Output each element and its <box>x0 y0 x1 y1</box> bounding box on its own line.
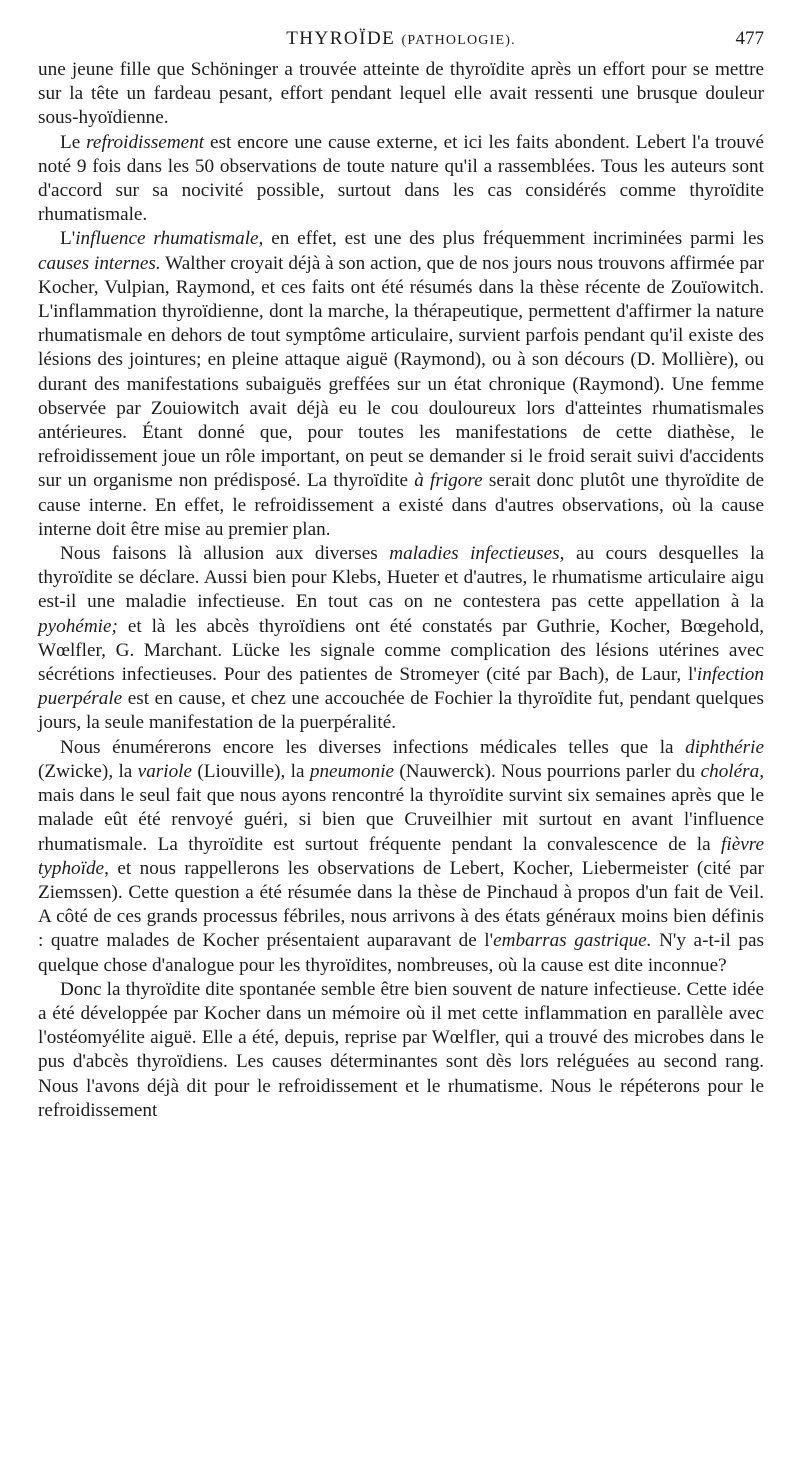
italic-text: choléra, <box>700 760 764 782</box>
text-segment: , au cours desquelles la thyroïdite se déclare. Aussi bien pour Klebs, Hueter et d'autres, le rhumatisme articulaire aigu est-il une maladie infectieuse. En tout cas on ne contestera pas cette appellation à la <box>38 543 764 613</box>
page-number: 477 <box>735 28 764 49</box>
italic-text: diphthérie <box>685 736 764 758</box>
text-segment: Donc la thyroïdite dite spontanée semble être bien souvent de nature infectieuse. Cette idée a été développée par Kocher dans un mémoire où il met cette inflammation en parallèle avec l'ostéomyélite aiguë. Elle a été, depuis, reprise par Wœlfler, qui a trouvé des microbes dans le pus d'abcès thyroïdiens. Les causes déterminantes sont dès lors reléguées au second rang. Nous l'avons déjà dit pour le refroidissement et le rhumatisme. Nous le répéterons pour le refroidissement <box>38 978 764 1121</box>
text-segment: N'y a-t-il pas quelque chose d'analogue pour les thyroïdites, nombreuses, où la cause est dite inconnue? <box>38 930 764 976</box>
running-title <box>38 28 764 50</box>
text-segment: Walther croyait déjà à son action, que de nos jours nous trouvons affirmée par Kocher, Vulpian, Raymond, et ces faits ont été résumés dans la thèse récente de Zouïowitch. L'inflammation thyroïdienne, dont la marche, la thérapeutique, permettent d'affirmer la nature rhumatismale en dehors de tout symptôme articulaire, survient parfois pendant qu'il existe des lésions des jointures; en pleine attaque aiguë (Raymond), ou à son décours (D. Mollière), ou durant des manifestations subaiguës greffées sur un état chronique (Raymond). Une femme observée par Zouiowitch avait déjà eu le cou douloureux lors d'atteintes rhumatismales antérieures. Étant donné que, pour toutes les manifestations de cette diathèse, le refroidissement joue un rôle important, on peut se demander si le froid serait suivi d'accidents sur un organisme non prédisposé. La thyroïdite <box>38 252 764 492</box>
text-segment: mais dans le seul fait que nous ayons rencontré la thyroïdite survint six semaines après que le malade eût été renvoyé guéri, si bien que Cruveilhier mit surtout en avant l'influence rhumatismale. La thyroïdite est surtout fréquente pendant la convalescence de la <box>38 785 764 855</box>
text-segment: , en effet, est une des plus fréquemment incriminées parmi les <box>258 228 764 250</box>
paragraph <box>38 58 764 131</box>
italic-text: variole <box>137 760 193 782</box>
text-segment: , et nous rappellerons les observations de Lebert, Kocher, Liebermeister (cité par Ziemssen). Cette question a été résumée dans la thèse de Pinchaud à propos d'un fait de Veil. A côté de ces grands processus fébriles, nous arrivons à des états généraux moins bien définis : quatre malades de Kocher présentaient auparavant de l' <box>38 857 764 952</box>
text-segment: une jeune fille que Schöninger a trouvée atteinte de thyroïdite après un effort pour se mettre sur la tête un fardeau pesant, effort pendant lequel elle avait ressenti une brusque douleur sous-hyoïdienne. <box>38 59 764 129</box>
body-text <box>38 58 764 1123</box>
text-segment: Nous énumérerons encore les diverses infections médicales telles que la <box>60 736 686 758</box>
italic-text: pneumonie <box>309 760 395 782</box>
running-title-sub: (PATHOLOGIE). <box>401 33 516 48</box>
text-segment: (Liouville), la <box>192 760 310 782</box>
italic-text: infection puerpérale <box>38 664 764 710</box>
paragraph <box>38 131 764 228</box>
paragraph <box>38 542 764 736</box>
italic-text: fièvre typhoïde <box>38 833 764 879</box>
text-segment: serait donc plutôt une thyroïdite de cause interne. En effet, le refroidissement a existé dans d'autres observations, où la cause interne doit être mise au premier plan. <box>38 470 764 540</box>
italic-text: influence rhumatismale <box>75 228 259 250</box>
italic-text: maladies infectieuses <box>389 543 560 565</box>
text-segment: est encore une cause externe, et ici les faits abondent. Lebert l'a trouvé noté 9 fois dans les 50 observations de toute nature qu'il a rassemblées. Tous les auteurs sont d'accord sur sa nocivité possible, surtout dans les cas considérés comme thyroïdite rhumatismale. <box>38 131 764 226</box>
italic-text: refroidissement <box>86 131 205 153</box>
running-head <box>38 28 764 58</box>
paragraph <box>38 227 764 542</box>
text-segment: et là les abcès thyroïdiens ont été constatés par Guthrie, Kocher, Bœgehold, Wœlfler, G. Marchant. Lücke les signale comme complication des lésions utérines avec sécrétions infectieuses. Pour des patientes de Stromeyer (cité par Bach), de Laur, l' <box>38 615 764 686</box>
document-page <box>38 28 764 1123</box>
text-segment: (Nauwerck). Nous pourrions parler du <box>394 760 701 782</box>
italic-text: pyohémie; <box>38 615 118 637</box>
italic-text: embarras gastrique. <box>493 930 652 952</box>
running-title-main: THYROÏDE <box>286 28 396 49</box>
italic-text: causes internes. <box>38 252 161 274</box>
text-segment: Le <box>60 131 87 153</box>
text-segment: (Zwicke), la <box>38 760 138 782</box>
italic-text: à frigore <box>414 470 483 492</box>
paragraph <box>38 736 764 978</box>
text-segment: Nous faisons là allusion aux diverses <box>60 543 390 565</box>
paragraph <box>38 978 764 1123</box>
text-segment: L' <box>60 228 76 250</box>
text-segment: est en cause, et chez une accouchée de Fochier la thyroïdite fut, pendant quelques jours, la seule manifestation de la puerpéralité. <box>38 688 764 734</box>
